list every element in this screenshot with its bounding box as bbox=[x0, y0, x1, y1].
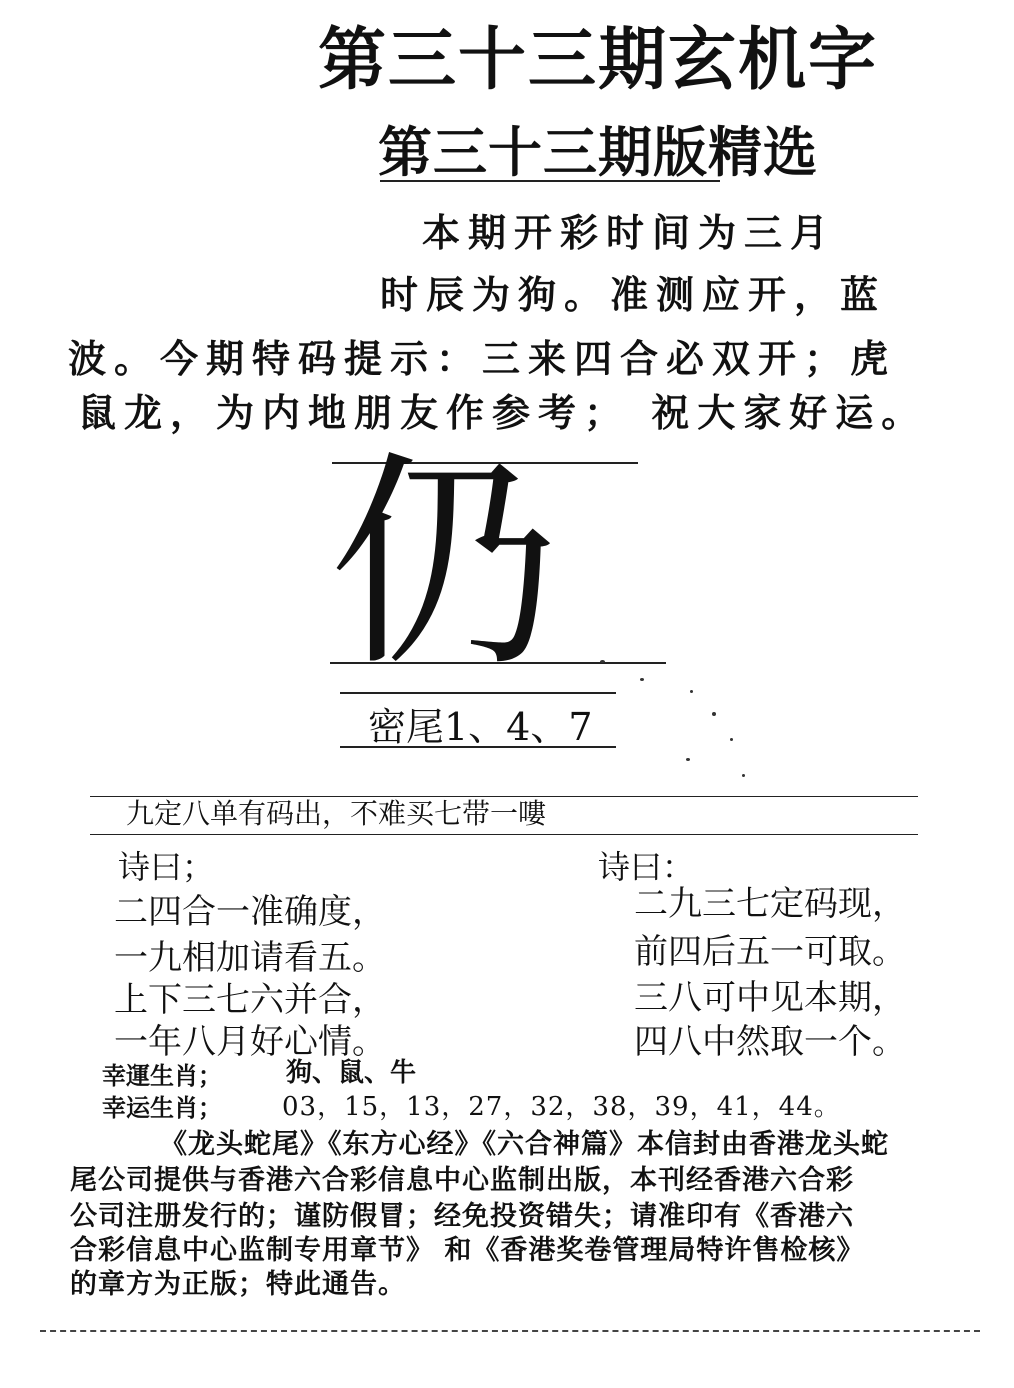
banner-text: 九定八单有码出，不难买七带一嘍 bbox=[126, 797, 547, 830]
print-speck bbox=[690, 690, 693, 693]
subtitle-underline bbox=[380, 180, 720, 182]
feature-character: 仍 bbox=[330, 431, 558, 697]
lucky-zodiac-label: 幸運生肖； bbox=[102, 1062, 222, 1090]
print-speck bbox=[600, 660, 605, 663]
right-poem-line-2: 前四后五一可取。 bbox=[634, 932, 906, 972]
page-subtitle: 第三十三期版精选 bbox=[378, 121, 818, 184]
print-speck bbox=[712, 712, 716, 716]
left-poem-heading: 诗曰； bbox=[118, 848, 215, 886]
intro-line-3: 波。今期特码提示：三来四合必双开；虎 bbox=[68, 337, 897, 381]
intro-line-4: 鼠龙，为内地朋友作参考； 祝大家好运。 bbox=[78, 391, 928, 435]
print-speck bbox=[742, 774, 745, 777]
right-poem-heading: 诗曰： bbox=[598, 848, 695, 886]
notice-line-2: 尾公司提供与香港六合彩信息中心监制出版，本刊经香港六合彩 bbox=[70, 1165, 854, 1196]
left-poem-line-1: 二四合一准确度， bbox=[114, 892, 386, 932]
notice-line-3: 公司注册发行的；谨防假冒；经免投资错失；请准印有《香港六 bbox=[70, 1201, 854, 1232]
right-poem-line-1: 二九三七定码现， bbox=[634, 884, 906, 924]
intro-line-2: 时辰为狗。准测应开，蓝 bbox=[380, 273, 887, 317]
left-poem-line-2: 一九相加请看五。 bbox=[114, 938, 386, 978]
mi-wei-text: 密尾1、4、7 bbox=[368, 705, 593, 749]
right-poem-line-4: 四八中然取一个。 bbox=[634, 1022, 906, 1062]
intro-line-1: 本期开彩时间为三月 bbox=[422, 211, 837, 255]
lucky-numbers-value: 03，15，13，27，32，38，39，41，44。 bbox=[282, 1092, 841, 1122]
print-speck bbox=[730, 738, 733, 741]
print-speck bbox=[640, 678, 644, 681]
lucky-zodiac-value: 狗、鼠、牛 bbox=[286, 1058, 417, 1088]
feature-bottom-rule bbox=[330, 662, 666, 664]
notice-line-5: 的章方为正版；特此通告。 bbox=[70, 1269, 406, 1300]
bottom-cut-line bbox=[40, 1330, 980, 1332]
left-poem-line-3: 上下三七六并合， bbox=[114, 980, 386, 1020]
left-poem-line-4: 一年八月好心情。 bbox=[114, 1022, 386, 1062]
banner-bottom-rule bbox=[90, 834, 918, 835]
right-poem-line-3: 三八可中见本期， bbox=[634, 978, 906, 1018]
lucky-numbers-label: 幸运生肖； bbox=[102, 1094, 222, 1122]
notice-line-4: 合彩信息中心监制专用章节》 和《香港奖卷管理局特许售检核》 bbox=[70, 1235, 865, 1266]
page-title: 第三十三期玄机字 bbox=[318, 21, 879, 100]
print-speck bbox=[686, 758, 690, 761]
notice-line-1: 《龙头蛇尾》《东方心经》《六合神篇》本信封由香港龙头蛇 bbox=[160, 1129, 889, 1160]
